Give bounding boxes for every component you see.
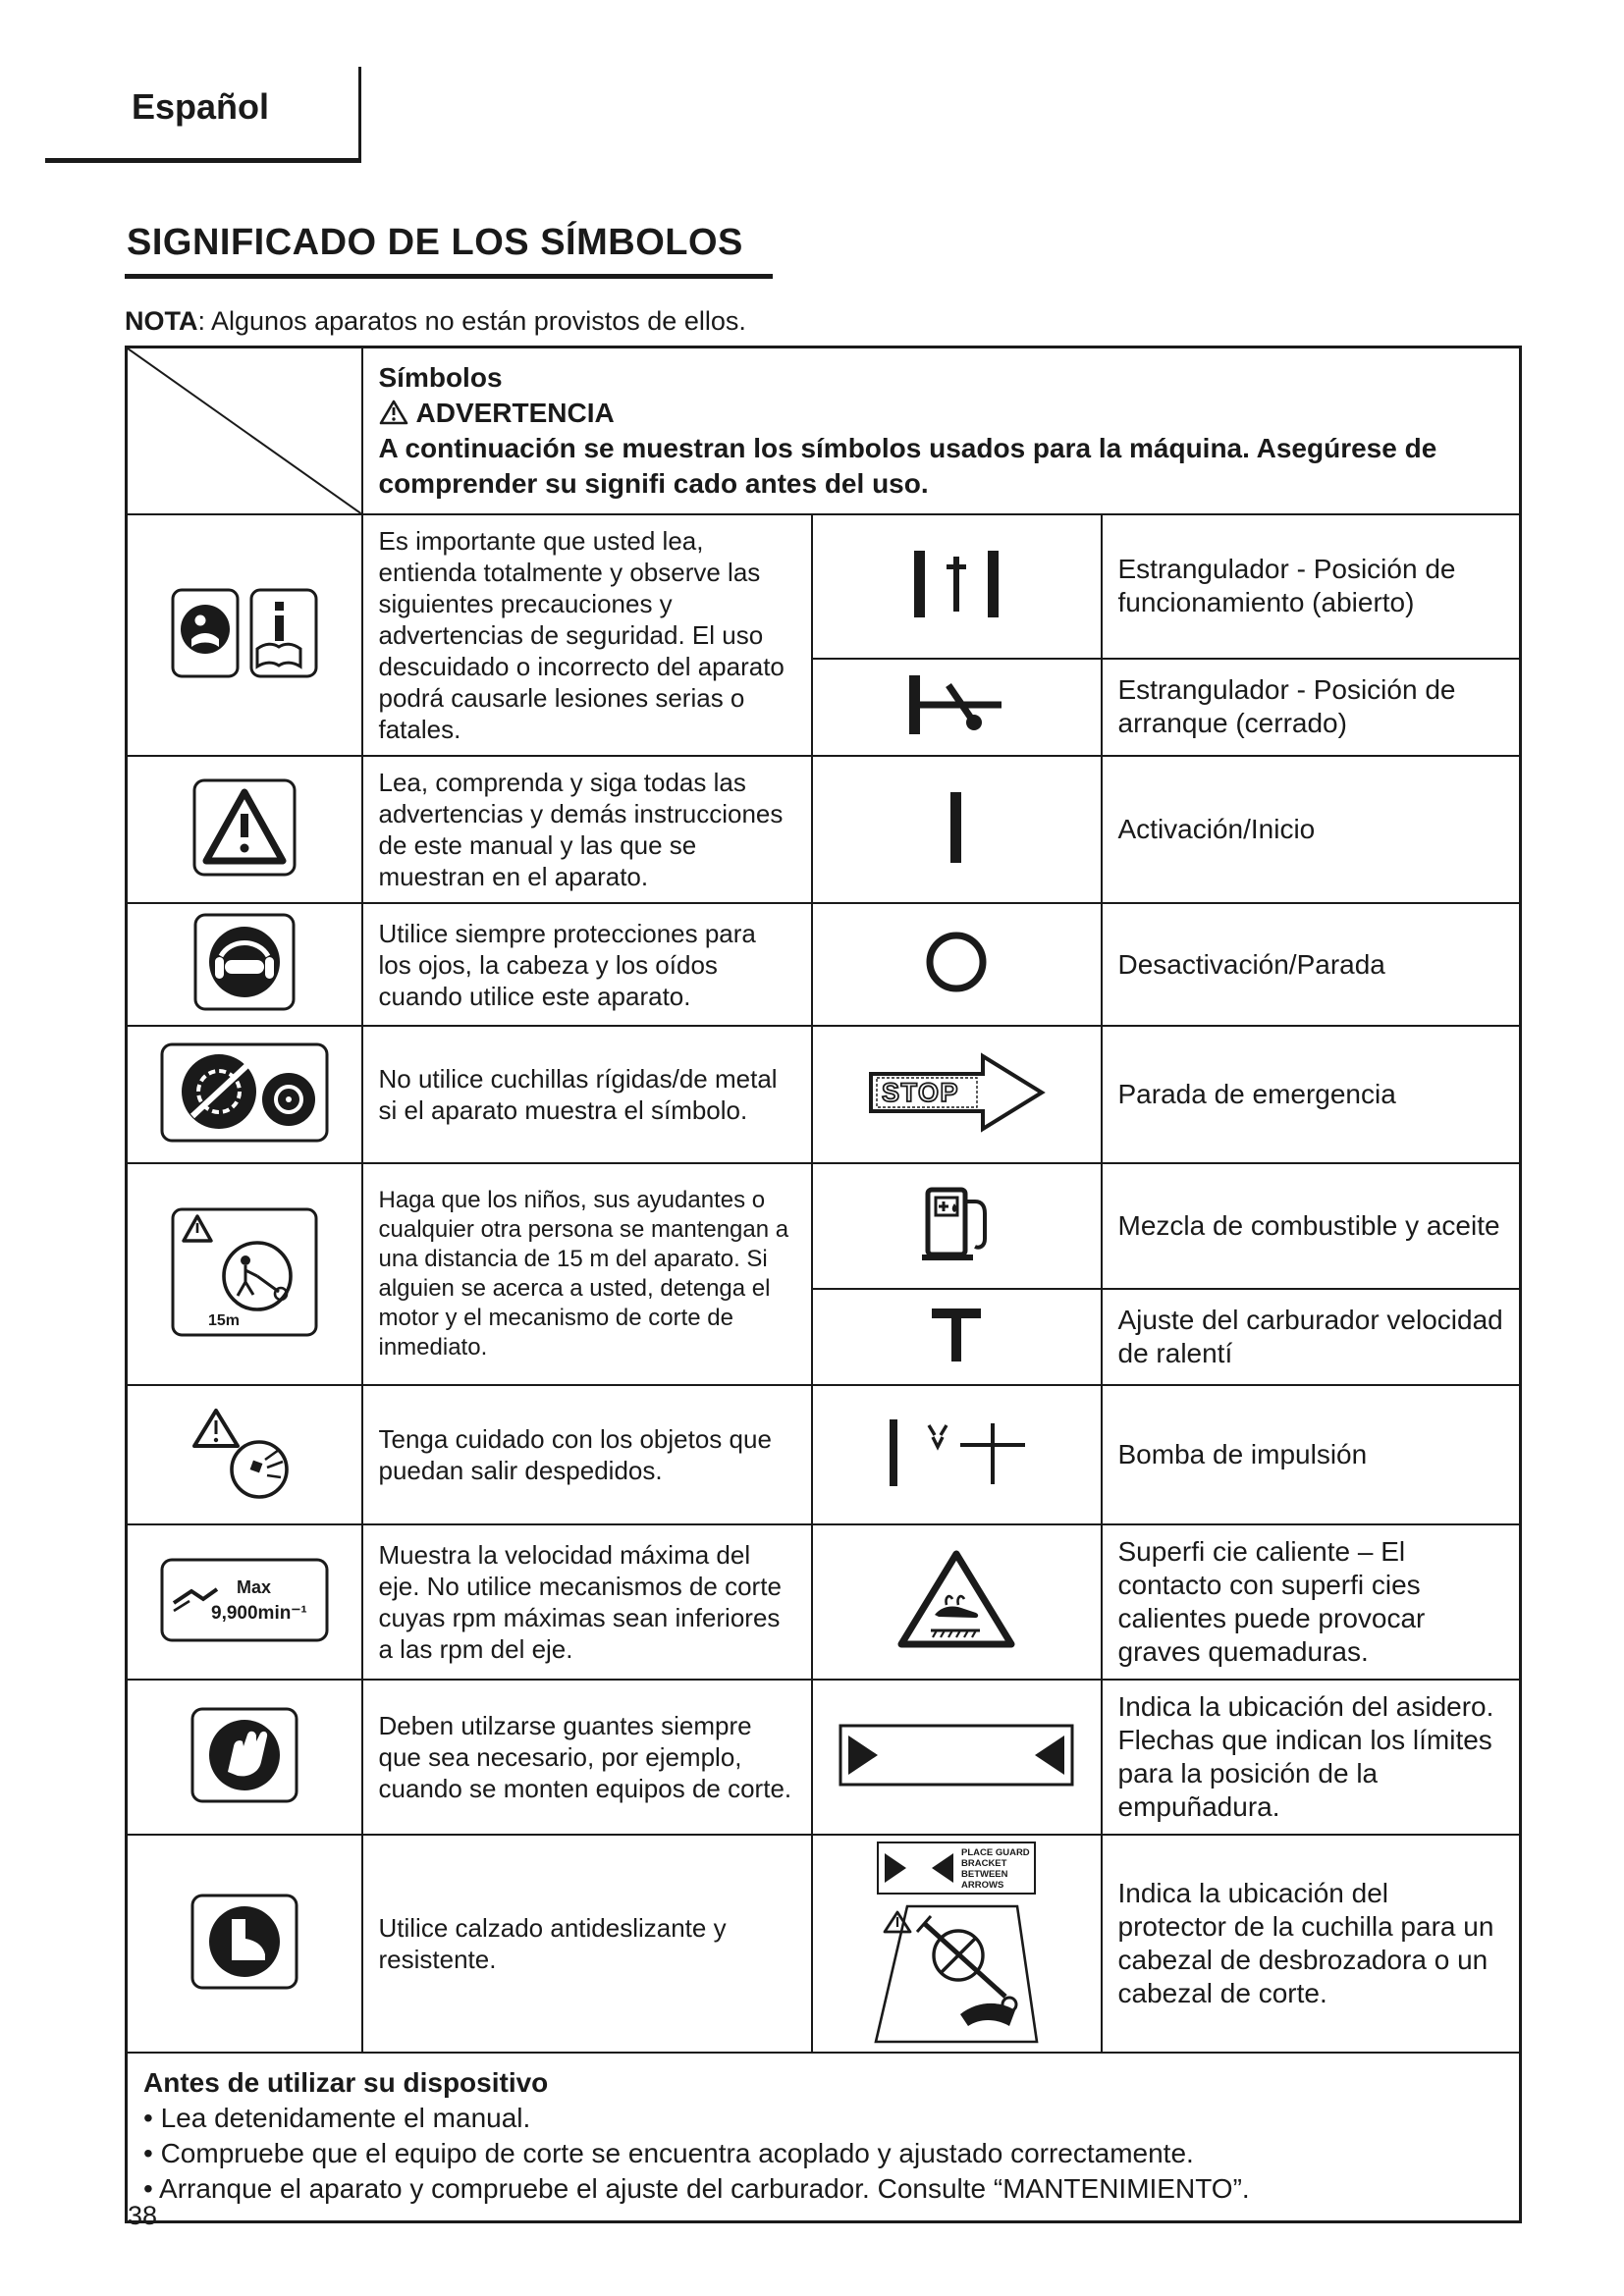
row-text: Es importante que usted lea, entienda totalmente y observe las siguientes precauciones y advertencias de seguridad. El uso descuidado o incorrecto del aparato podrá causarle lesiones serias o fatales. [362, 514, 812, 756]
diagonal-line [128, 348, 361, 513]
table-row [127, 1026, 1521, 1163]
row-right-icon-cell [812, 1026, 1102, 1163]
language-label: Español [132, 86, 270, 127]
table-row [127, 1524, 1521, 1680]
row-right-icon-cell [812, 756, 1102, 903]
table-row [127, 1835, 1521, 2053]
row-text: Tenga cuidado con los objetos que puedan salir despedidos. [362, 1385, 812, 1524]
row-text: Utilice calzado antideslizante y resistente. [362, 1835, 812, 2053]
row-right-icon-cell [812, 1835, 1102, 2053]
guard-label-line4: ARROWS [961, 1880, 1004, 1891]
thrown-objects-icon [187, 1403, 302, 1503]
row-right-icon-cell [812, 1289, 1102, 1385]
emergency-stop-icon [863, 1048, 1050, 1137]
stop-label: STOP [882, 1077, 960, 1107]
row-text: Utilice siempre protecciones para los ojos, la cabeza y los oídos cuando utilice este aparato. [362, 903, 812, 1026]
row-icon-cell [127, 1163, 362, 1385]
row-right-text: Ajuste del carburador velocidad de ralentí [1102, 1289, 1521, 1385]
row-text: Haga que los niños, sus ayudantes o cualquier otra persona se mantengan a una distancia de 15 m del aparato. Si alguien se acerca a usted, detenga el motor y el mecanismo de corte de inmediato. [362, 1163, 812, 1385]
fuel-oil-mix-icon [914, 1178, 999, 1270]
table-row [127, 514, 1521, 659]
no-metal-blades-icon [160, 1042, 329, 1143]
note-line [125, 306, 746, 337]
carburetor-adjustment-icon [922, 1303, 991, 1367]
primer-bulb-icon [882, 1412, 1031, 1494]
row-right-text: Desactivación/Parada [1102, 903, 1521, 1026]
table-row [127, 756, 1521, 903]
max-rpm-label: 9,900min⁻¹ [210, 1602, 307, 1624]
boots-icon [190, 1894, 298, 1990]
row-right-text: Estrangulador - Posición de funcionamiento (abierto) [1102, 514, 1521, 659]
page-title: SIGNIFICADO DE LOS SÍMBOLOS [125, 222, 773, 279]
row-icon-cell [127, 514, 362, 756]
row-right-text: Indica la ubicación del asidero. Flechas que indican los límites para la posición de la empuñadura. [1102, 1680, 1521, 1835]
max-label: Max [236, 1576, 271, 1597]
choke-run-icon [902, 541, 1010, 627]
row-icon-cell [127, 1026, 362, 1163]
table-header-cell [362, 347, 1521, 515]
row-text: No utilice cuchillas rígidas/de metal si el aparato muestra el símbolo. [362, 1026, 812, 1163]
row-icon-cell [127, 1680, 362, 1835]
symbols-table [125, 346, 1522, 2223]
row-icon-cell [127, 1524, 362, 1680]
row-right-text: Bomba de impulsión [1102, 1385, 1521, 1524]
row-right-icon-cell [812, 1163, 1102, 1289]
row-right-text: Mezcla de combustible y aceite [1102, 1163, 1521, 1289]
distance-label: 15m [207, 1311, 240, 1329]
page-number: 38 [128, 2201, 158, 2230]
read-manual-icons [171, 588, 318, 678]
before-use-bullet: • Lea detenidamente el manual. [143, 2103, 531, 2133]
instruction-book-icon [251, 590, 316, 676]
language-tab [45, 67, 361, 163]
note-label: NOTA [125, 306, 198, 336]
row-right-text: Superfi cie caliente – El contacto con superfi cies calientes puede provocar graves quemaduras. [1102, 1524, 1521, 1680]
row-right-icon-cell [812, 1385, 1102, 1524]
row-icon-cell [127, 903, 362, 1026]
row-icon-cell [127, 756, 362, 903]
row-right-icon-cell [812, 1524, 1102, 1680]
warning-icon [379, 400, 408, 425]
row-right-icon-cell [812, 903, 1102, 1026]
gloves-icon [190, 1707, 298, 1803]
symbols-title: Símbolos [378, 362, 503, 393]
head-eye-ear-protection-icon [193, 913, 296, 1011]
max-shaft-speed-icon [160, 1558, 329, 1642]
hot-surface-icon [895, 1546, 1017, 1654]
bystander-distance-icon [171, 1207, 318, 1337]
warning-label: ADVERTENCIA [415, 398, 615, 428]
table-row [127, 1680, 1521, 1835]
row-right-text: Activación/Inicio [1102, 756, 1521, 903]
row-text: Lea, comprenda y siga todas las advertencias y demás instrucciones de este manual y las que se muestran en el aparato. [362, 756, 812, 903]
symbols-intro: A continuación se muestran los símbolos usados para la máquina. Asegúrese de comprender su signifi cado antes del uso. [378, 433, 1437, 499]
row-right-icon-cell [812, 659, 1102, 756]
guard-label-line2: BRACKET [961, 1858, 1007, 1869]
row-icon-cell [127, 1385, 362, 1524]
table-row [127, 1163, 1521, 1289]
table-corner-diagonal-cell [127, 347, 362, 515]
row-right-text: Indica la ubicación del protector de la cuchilla para un cabezal de desbrozadora o un cabezal de corte. [1102, 1835, 1521, 2053]
row-icon-cell [127, 1835, 362, 2053]
before-use-bullet: • Arranque el aparato y compruebe el ajuste del carburador. Consulte “MANTENIMIENTO”. [143, 2173, 1250, 2204]
before-use-section [127, 2053, 1521, 2221]
before-use-title: Antes de utilizar su dispositivo [143, 2067, 549, 2098]
table-row [127, 903, 1521, 1026]
guard-bracket-label-icon [877, 1842, 1036, 1895]
row-right-icon-cell [812, 1680, 1102, 1835]
guard-location-diagram-icon [870, 1902, 1043, 2046]
choke-start-icon [897, 669, 1015, 740]
table-footer-row [127, 2053, 1521, 2221]
guard-label-line3: BETWEEN [961, 1869, 1008, 1880]
row-text: Deben utilzarse guantes siempre que sea necesario, por ejemplo, cuando se monten equipos de corte. [362, 1680, 812, 1835]
guard-label-line1: PLACE GUARD [961, 1847, 1030, 1858]
row-right-text: Estrangulador - Posición de arranque (cerrado) [1102, 659, 1521, 756]
handle-location-icon [839, 1724, 1074, 1787]
warning-line [379, 396, 1504, 431]
warning-triangle-icon [192, 778, 297, 877]
note-text: : Algunos aparatos no están provistos de ellos. [197, 306, 746, 336]
before-use-bullet: • Compruebe que el equipo de corte se encuentra acoplado y ajustado correctamente. [143, 2138, 1194, 2168]
power-off-icon [921, 927, 992, 997]
table-header-row [127, 347, 1521, 515]
row-right-icon-cell [812, 514, 1102, 659]
table-row [127, 1385, 1521, 1524]
read-manual-icon [173, 590, 238, 676]
row-right-text: Parada de emergencia [1102, 1026, 1521, 1163]
power-on-icon [946, 788, 967, 867]
row-text: Muestra la velocidad máxima del eje. No utilice mecanismos de corte cuyas rpm máximas sean inferiores a las rpm del eje. [362, 1524, 812, 1680]
